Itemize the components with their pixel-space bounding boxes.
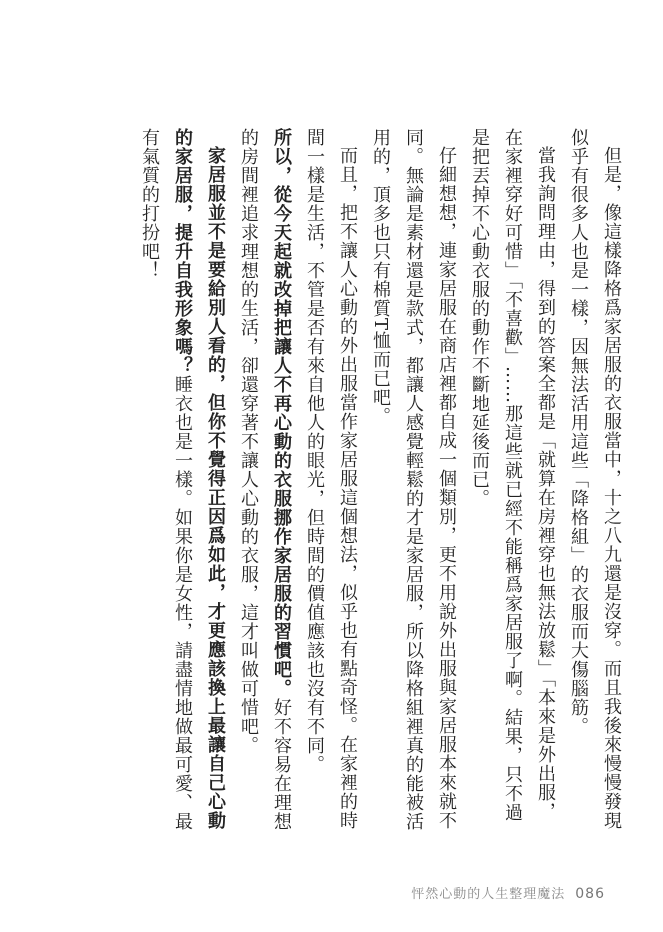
paragraph-4-text: 而且，把不讓人心動的外出服當作家居服這個想法，似乎也有點奇怪。在家裡的時間一樣是生活，不管是否有來自他人的眼光，但時間的價值應該也沒有不同。	[304, 128, 358, 830]
paragraph-5	[232, 128, 298, 838]
paragraph-2	[463, 128, 562, 838]
paragraph-5-bold-text: 所以，從今天起就改掉把讓人不再心動的衣服挪作家居服的習慣吧。	[271, 128, 292, 698]
paragraph-6-text: 睡衣也是一樣。如果你是女性，請盡情地做最可愛、最有氣質的打扮吧！	[139, 128, 193, 831]
paragraph-2-text: 當我詢問理由，得到的答案全都是「就算在房裡穿也無法放鬆」「本來是外出服，在家裡穿好可惜」「不喜歡」……那這些就已經不能稱爲家居服了啊。結果，只不過是把丟掉不心動衣服的動作不斷地延後而已。	[469, 128, 556, 822]
paragraph-5-text: 好不容易在理想的房間裡追求理想的生活，卻還穿著不讓人心動的衣服，這才叫做可惜吧。	[238, 128, 292, 831]
paragraph-4	[298, 128, 364, 838]
paragraph-6-bold-text: 家居服並不是要給別人看的，但你不覺得正因爲如此，才更應該換上最讓自己心動的家居服，提升自我形象嗎？	[172, 128, 226, 830]
paragraph-1-text: 但是，像這樣降格爲家居服的衣服當中，十之八九還是沒穿。而且我後來慢慢發現似乎有很多人也是一樣，因無法活用這些「降格組」的衣服而大傷腦筋。	[568, 128, 622, 830]
paragraph-6	[133, 128, 232, 838]
paragraph-3-text: 仔細想想，連家居服在商店裡都自成一個類別，更不用說外出服與家居服本來就不同。無論是素材還是款式，都讓人感覺輕鬆的才是家居服，所以降格組裡真的能被活用的，頂多也只有棉質T恤而已吧。	[370, 128, 457, 831]
vertical-body-text	[28, 128, 628, 838]
page-number: 086	[575, 886, 605, 902]
paragraph-3	[364, 128, 463, 838]
page-footer	[411, 883, 605, 902]
paragraph-1	[562, 128, 628, 838]
running-title: 怦然心動的人生整理魔法	[411, 887, 566, 902]
